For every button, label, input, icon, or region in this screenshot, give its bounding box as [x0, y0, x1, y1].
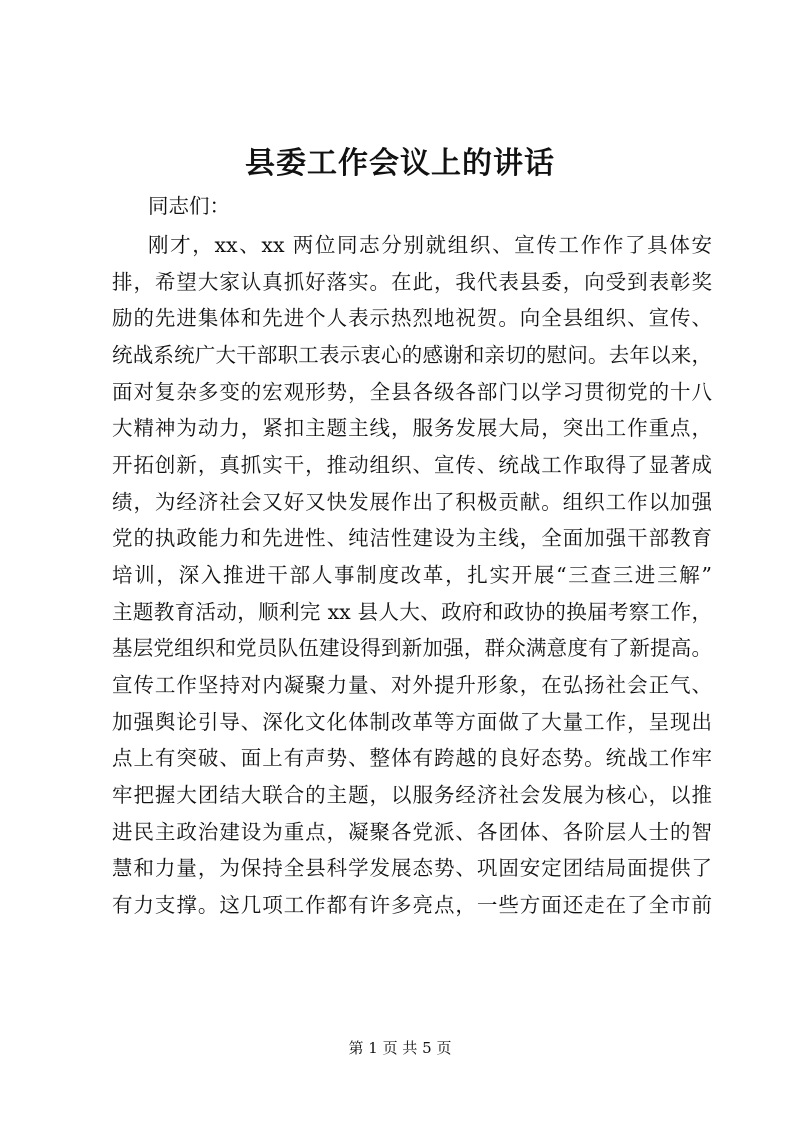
- body-line: 牢把握大团结大联合的主题，以服务经济社会发展为核心，以推: [112, 782, 712, 807]
- body-line: 党的执政能力和先进性、纯洁性建设为主线，全面加强干部教育: [112, 526, 712, 551]
- body-line: 点上有突破、面上有声势、整体有跨越的良好态势。统战工作牢: [112, 746, 712, 771]
- body-line: 刚才，xx、xx 两位同志分别就组织、宣传工作作了具体安: [148, 233, 712, 257]
- body-line: 慧和力量，为保持全县科学发展态势、巩固安定团结局面提供了: [112, 856, 712, 881]
- body-line: 有力支撑。这几项工作都有许多亮点，一些方面还走在了全市前: [112, 892, 712, 917]
- document-title: 县委工作会议上的讲话: [245, 146, 555, 181]
- body-line: 统战系统广大干部职工表示衷心的感谢和亲切的慰问。去年以来，: [112, 342, 712, 367]
- page-footer: 第 1 页 共 5 页: [348, 1039, 452, 1057]
- body-line: 宣传工作坚持对内凝聚力量、对外提升形象，在弘扬社会正气、: [112, 672, 712, 697]
- body-line: 面对复杂多变的宏观形势，全县各级各部门以学习贯彻党的十八: [112, 379, 712, 404]
- body-line: 培训，深入推进干部人事制度改革，扎实开展“三查三进三解”: [112, 562, 712, 587]
- body-line: 主题教育活动，顺利完 xx 县人大、政府和政协的换届考察工作，: [112, 599, 712, 624]
- body-line: 大精神为动力，紧扣主题主线，服务发展大局，突出工作重点，: [112, 416, 712, 441]
- body-line: 排，希望大家认真抓好落实。在此，我代表县委，向受到表彰奖: [112, 269, 712, 294]
- body-line: 加强舆论引导、深化文化体制改革等方面做了大量工作，呈现出: [112, 709, 712, 734]
- body-line: 励的先进集体和先进个人表示热烈地祝贺。向全县组织、宣传、: [112, 306, 712, 331]
- body-line: 绩，为经济社会又好又快发展作出了积极贡献。组织工作以加强: [112, 489, 712, 514]
- body-line: 进民主政治建设为重点，凝聚各党派、各团体、各阶层人士的智: [112, 819, 712, 844]
- body-line: 开拓创新，真抓实干，推动组织、宣传、统战工作取得了显著成: [112, 452, 712, 477]
- salutation: 同志们：: [148, 194, 230, 218]
- body-paragraph: [112, 227, 712, 923]
- body-line: 基层党组织和党员队伍建设得到新加强，群众满意度有了新提高。: [112, 636, 712, 661]
